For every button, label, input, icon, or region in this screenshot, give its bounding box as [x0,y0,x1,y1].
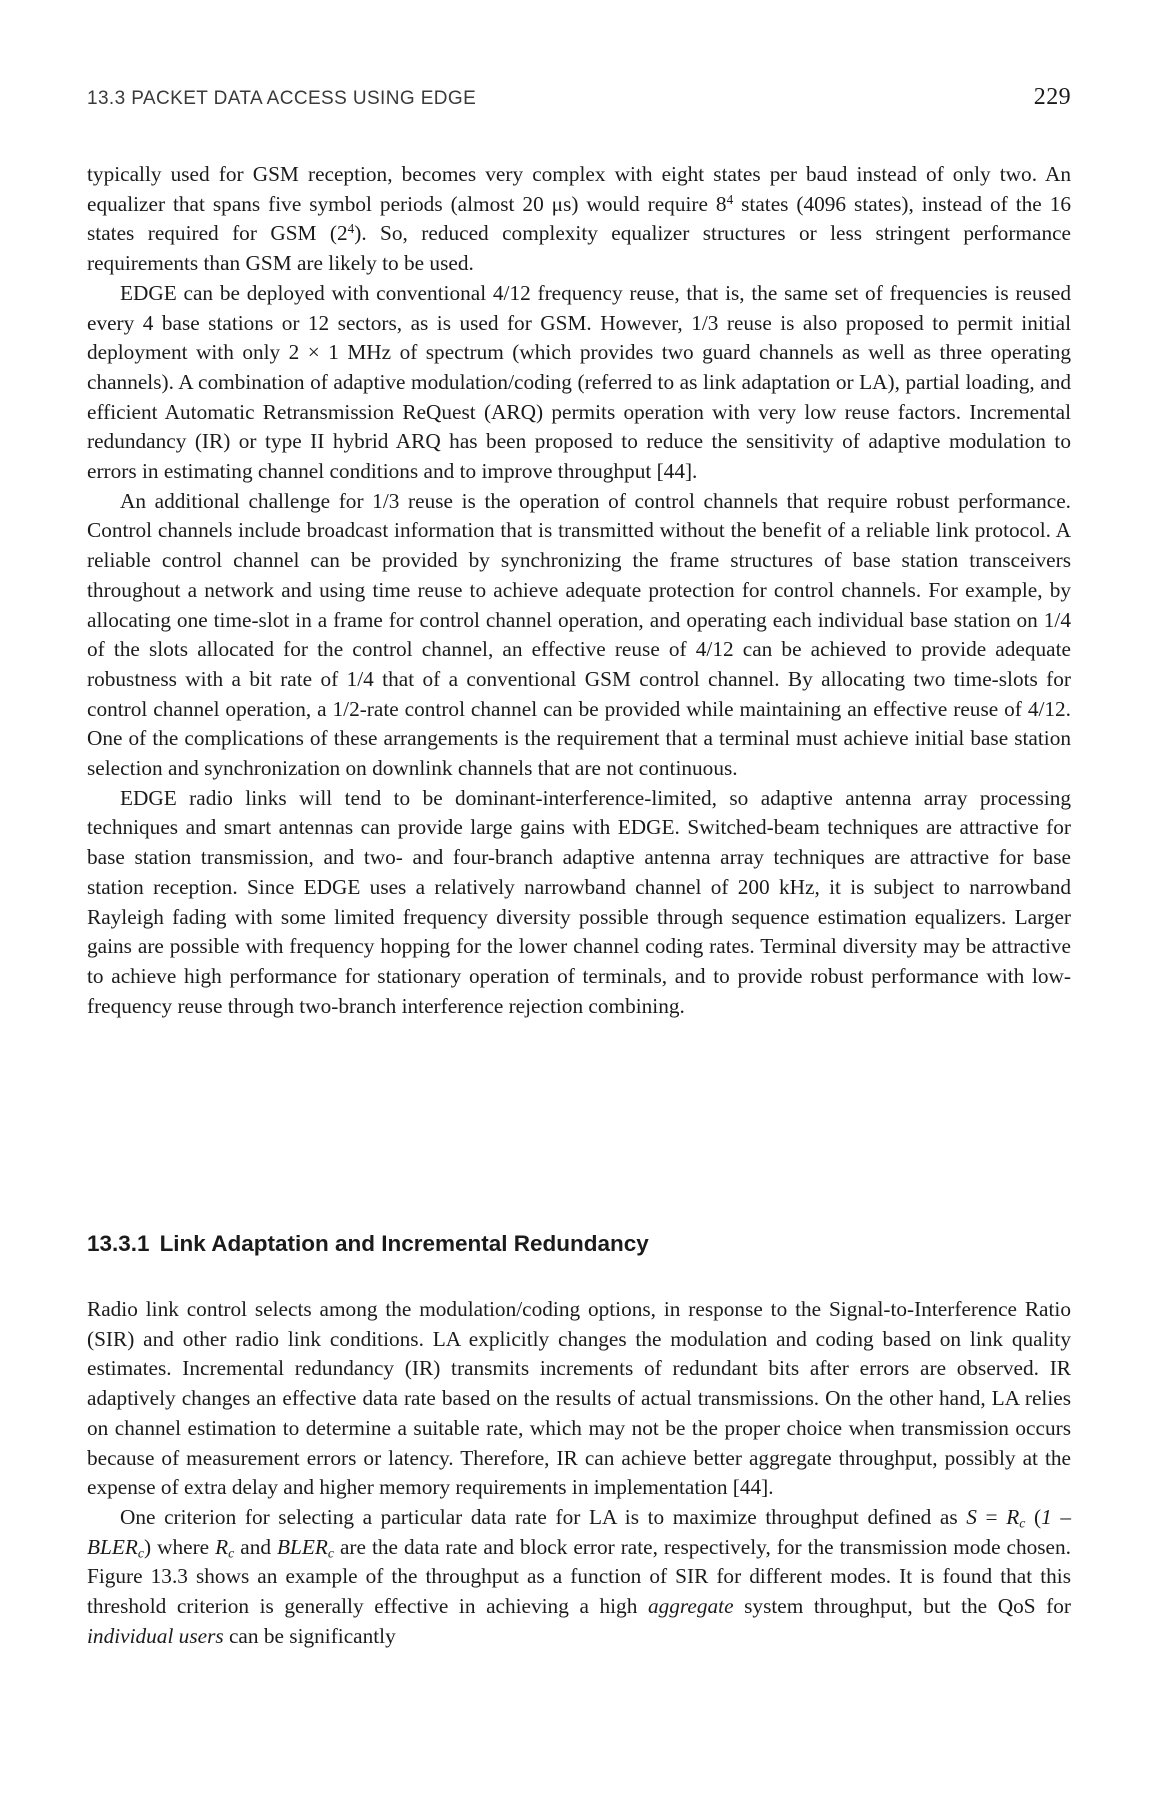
paragraph-2: EDGE can be deployed with conventional 4/12 frequency reuse, that is, the same set of frequencies is reused every 4 base stations or 12 sectors, as is used for GSM. However, 1/3 reuse is also proposed to permit initial deployment with only 2 × 1 MHz of spectrum (which provides two guard channels as well as three operating channels). A combination of adaptive modulation/coding (referred to as link adaptation or LA), partial loading, and efficient Automatic Retransmission ReQuest (ARQ) permits operation with very low reuse factors. Incremental redundancy (IR) or type II hybrid ARQ has been proposed to reduce the sensitivity of adaptive modulation to errors in estimating channel conditions and to improve throughput [44]. [87,280,1071,484]
body-text-lower [87,1295,1071,1651]
body-text-upper [87,160,1071,1021]
running-head-section: 13.3 PACKET DATA ACCESS USING EDGE [87,88,477,109]
paragraph-3: An additional challenge for 1/3 reuse is the operation of control channels that require robust performance. Control channels include broadcast information that is transmitted without the benefit of a reliable link protocol. A reliable control channel can be provided by synchronizing the frame structures of base station transceivers throughout a network and using time reuse to achieve adequate protection for control channels. For example, by allocating one time-slot in a frame for control channel operation, and operating each individual base station on 1/4 of the slots allocated for the control channel, an effective reuse of 4/12 can be achieved to provide adequate robustness with a bit rate of 1/4 that of a conventional GSM control channel. By allocating two time-slots for control channel operation, a 1/2-rate control channel can be provided while maintaining an effective reuse of 4/12. One of the complications of these arrangements is the requirement that a terminal must achieve initial base station selection and synchronization on downlink channels that are not continuous. [87,488,1071,781]
paragraph-1: typically used for GSM reception, becomes very complex with eight states per baud instead of only two. An equalizer that spans five symbol periods (almost 20 μs) would require $8^4$ states (4096 states), instead of the 16 states required for GSM $(2^4)$. So, reduced complexity equalizer structures or less stringent performance requirements than GSM are likely to be used. [87,162,1071,276]
section-heading-title: Link Adaptation and Incremental Redundancy [159,1231,649,1256]
section-heading [87,1231,1071,1257]
section-heading-number: 13.3.1 [87,1231,150,1256]
page-number: 229 [1033,84,1071,110]
paragraph-5: Radio link control selects among the modulation/coding options, in response to the Signal-to-Interference Ratio (SIR) and other radio link conditions. LA explicitly changes the modulation and coding based on link quality estimates. Incremental redundancy (IR) transmits increments of redundant bits after errors are observed. IR adaptively changes an effective data rate based on the results of actual transmissions. On the other hand, LA relies on channel estimation to determine a suitable rate, which may not be the proper choice when transmission occurs because of measurement errors or latency. Therefore, IR can achieve better aggregate throughput, possibly at the expense of extra delay and higher memory requirements in implementation [44]. [87,1297,1071,1500]
paragraph-4: EDGE radio links will tend to be dominant-interference-limited, so adaptive antenna array processing techniques and smart antennas can provide large gains with EDGE. Switched-beam techniques are attractive for base station transmission, and two- and four-branch adaptive antenna array techniques are attractive for base station reception. Since EDGE uses a relatively narrowband channel of 200 kHz, it is subject to narrowband Rayleigh fading with some limited frequency diversity possible through sequence estimation equalizers. Larger gains are possible with frequency hopping for the lower channel coding rates. Terminal diversity may be attractive to achieve high performance for stationary operation of terminals, and to provide robust performance with low-frequency reuse through two-branch interference rejection combining. [87,785,1071,1018]
paragraph-6: One criterion for selecting a particular data rate for LA is to maximize throughput defined as $S = R_c$ $(1 - BLER_c)$ where $R_c$ and $BLER_c$ are the data rate and block error rate, respectively, for the transmission mode chosen. Figure 13.3 shows an example of the throughput as a function of SIR for different modes. It is found that this threshold criterion is generally effective in achieving a high aggregate system throughput, but the QoS for individual users can be significantly [87,1504,1071,1648]
running-head [87,84,1071,114]
